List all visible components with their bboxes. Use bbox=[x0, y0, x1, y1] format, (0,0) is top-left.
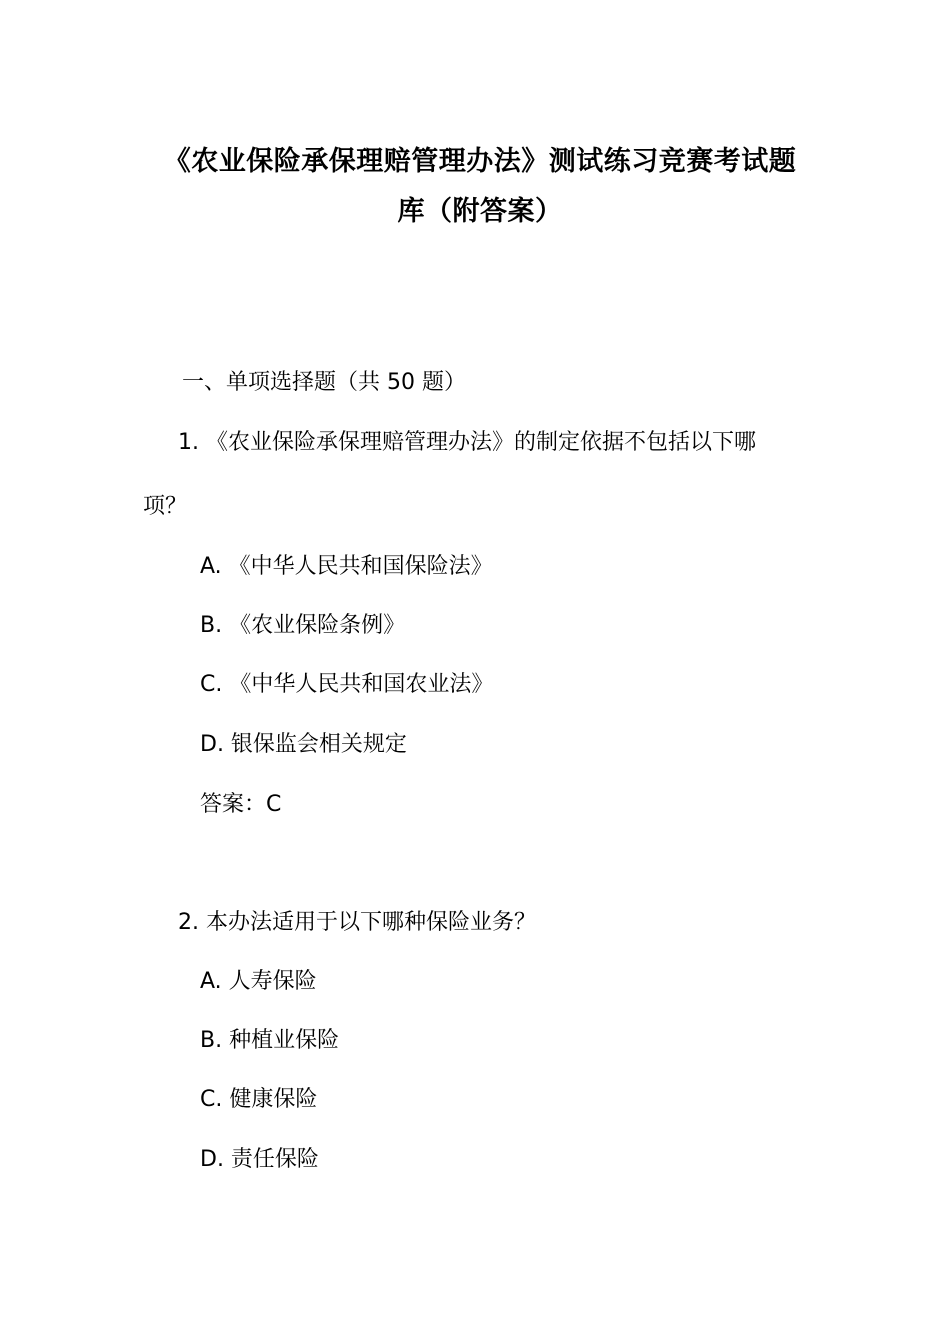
question-2-option-c: C. 健康保险 bbox=[200, 1087, 318, 1112]
question-1-option-c: C. 《中华人民共和国农业法》 bbox=[200, 672, 494, 697]
question-1-text-continued: 项？ bbox=[143, 494, 188, 519]
question-2-option-a: A. 人寿保险 bbox=[200, 969, 317, 994]
question-1-text: 1. 《农业保险承保理赔管理办法》的制定依据不包括以下哪 bbox=[178, 430, 756, 455]
question-1-answer: 答案：C bbox=[200, 792, 282, 817]
section-heading: 一、单项选择题（共 50 题） bbox=[182, 370, 466, 395]
document-title-line-1: 《农业保险承保理赔管理办法》测试练习竞赛考试题 bbox=[163, 146, 797, 177]
question-1-option-b: B. 《农业保险条例》 bbox=[200, 613, 406, 638]
question-1-option-a: A. 《中华人民共和国保险法》 bbox=[200, 554, 493, 579]
question-2-text: 2. 本办法适用于以下哪种保险业务？ bbox=[178, 910, 536, 935]
document-title-line-2: 库（附答案） bbox=[397, 196, 563, 227]
question-2-option-b: B. 种植业保险 bbox=[200, 1028, 340, 1053]
question-2-option-d: D. 责任保险 bbox=[200, 1147, 319, 1172]
question-1-option-d: D. 银保监会相关规定 bbox=[200, 732, 407, 757]
